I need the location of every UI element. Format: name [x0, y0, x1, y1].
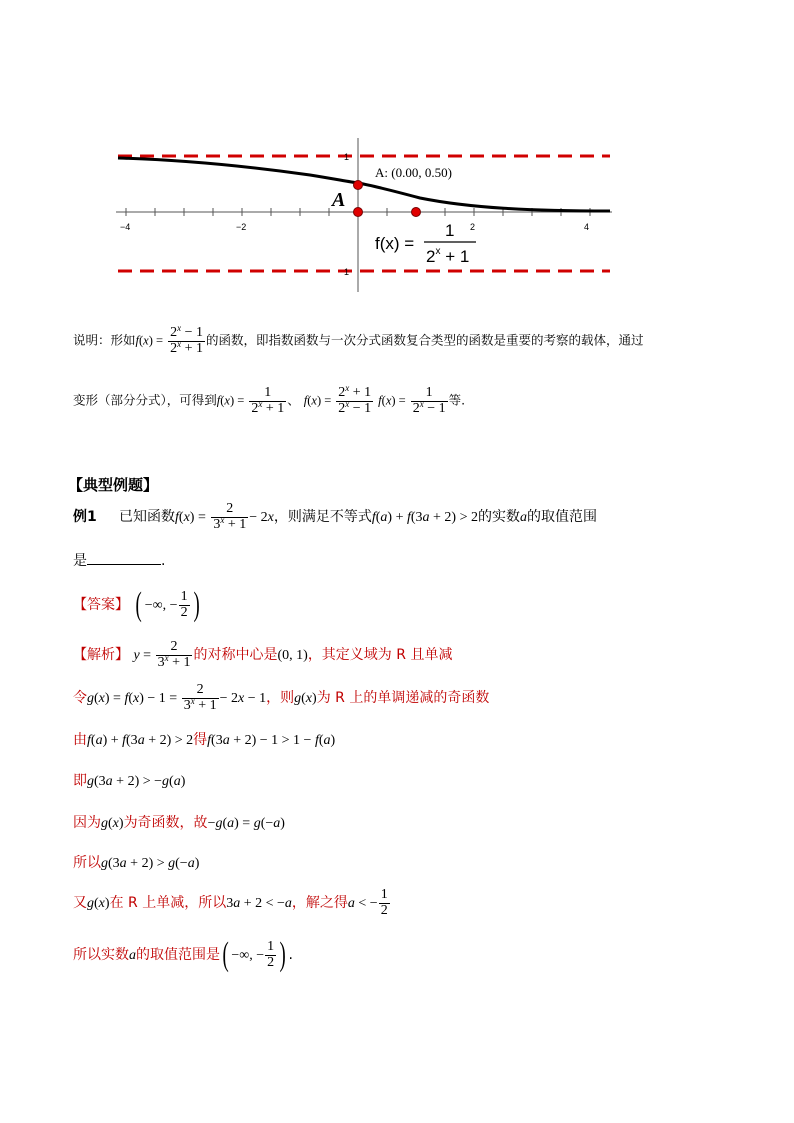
analysis-l8-mid: 的取值范围是 — [136, 947, 220, 963]
section-title: 【典型例题】 — [68, 476, 159, 494]
tick-label: 2 — [470, 222, 476, 232]
example-label: 例1 — [73, 509, 97, 526]
analysis-l2-text: ，则 — [266, 690, 295, 707]
analysis-l4-pre: 即 — [73, 773, 87, 789]
example-intro: 已知函数 — [119, 509, 176, 526]
analysis-frac-1: $\frac{2}{3^x + 1}$ — [157, 639, 191, 670]
note-end: 等. — [448, 392, 466, 408]
tick-label: −2 — [236, 222, 247, 232]
answer-blank[interactable] — [87, 550, 161, 565]
analysis-l8-end: . — [288, 947, 293, 963]
point-a[interactable] — [354, 181, 363, 190]
analysis-frac-3: $\frac{1}{2}$ — [380, 887, 388, 918]
analysis-line-5: 因为g(x)为奇函数，故−g(a) = g(−a) — [73, 815, 285, 831]
formula-lhs: f(x) = — [375, 234, 415, 253]
function-graph — [110, 130, 620, 300]
analysis-frac-4: $\frac{1}{2}$ — [267, 938, 275, 970]
analysis-l2-text2: 为 R 上的单调递减的奇函数 — [316, 690, 490, 707]
blank-end: . — [161, 553, 166, 569]
analysis-l2-pre: 令 — [73, 690, 87, 707]
analysis-line-4: 即g(3a + 2) > −g(a) — [73, 773, 186, 789]
example-line-2 — [73, 550, 165, 571]
analysis-l5-mid: 为奇函数，故 — [123, 815, 208, 831]
analysis-l8-pre: 所以实数 — [73, 947, 129, 963]
analysis-line-7: 又g(x)在 R 上单减，所以3a + 2 < −a，解之得a < − $\frac{1}{2}$ — [73, 887, 388, 918]
point-x[interactable] — [412, 208, 421, 217]
point-origin[interactable] — [354, 208, 363, 217]
analysis-line-6: 所以g(3a + 2) > g(−a) — [73, 855, 200, 871]
answer-frac: $\frac{1}{2}$ — [180, 588, 188, 620]
analysis-l6-pre: 所以 — [73, 855, 101, 871]
example-line2: 是 — [73, 553, 87, 569]
example-line-1: 例1 已知函数f(x) = $\frac{2}{3^x + 1}$ − 2x，则满足不等式f(a) + f(3a + 2) > 2的实数a的取值范围 — [73, 501, 597, 532]
example-frac: $\frac{2}{3^x + 1}$ — [213, 501, 247, 532]
analysis-line-8: 所以实数a的取值范围是( −∞, − $\frac{1}{2}$ ) . — [73, 936, 293, 973]
analysis-l3-pre: 由 — [73, 732, 87, 748]
point-a-coords: A: (0.00, 0.50) — [375, 165, 452, 180]
point-a-letter: A — [332, 189, 346, 211]
note-mid: 的函数，即指数函数与一次分式函数复合类型的函数是重要的考察的载体，通过 — [205, 332, 644, 348]
note-sep: 、 — [287, 392, 300, 408]
note-line-1: 说明：形如f(x) = $\frac{2^x - 1}{2^x + 1}$ 的函数，即指数函数与一次分式函数复合类型的函数是重要的考察的载体，通过 — [73, 323, 644, 356]
analysis-frac-2: $\frac{2}{3^x + 1}$ — [183, 682, 217, 713]
note-line2-prefix: 变形（部分分式），可得到 — [73, 392, 217, 408]
note-frac-1: $\frac{2^x - 1}{2^x + 1}$ — [170, 323, 203, 356]
analysis-l7-mid2: ，解之得 — [291, 895, 348, 912]
y-tick-top: 1 — [344, 152, 350, 162]
formula-num: 1 — [445, 221, 455, 240]
note-line-2: 变形（部分分式），可得到f(x) = $\frac{1}{2^x + 1}$ 、 f(x) = $\frac{2^x + 1}{2^x - 1}$ f(x) = $\frac{1}{2^x - 1}$ 等. — [73, 383, 466, 416]
analysis-line-3: 由f(a) + f(3a + 2) > 2得f(3a + 2) − 1 > 1 − f(a) — [73, 732, 336, 748]
analysis-l1-text: 的对称中心是 — [193, 647, 278, 664]
example-then: ，则满足不等式 — [273, 509, 372, 526]
note-frac-4: $\frac{1}{2^x - 1}$ — [412, 385, 446, 416]
analysis-l1-text2: ，其定义域为 R 且单减 — [307, 647, 453, 664]
note-prefix: 说明：形如 — [73, 332, 136, 348]
analysis-l5-pre: 因为 — [73, 815, 101, 831]
analysis-line-1: 【解析】 y = $\frac{2}{3^x + 1}$ 的对称中心是(0, 1)，其定义域为 R 且单减 — [73, 639, 453, 670]
formula-den: $2^x + 1$ — [426, 246, 470, 266]
analysis-l7-pre: 又 — [73, 895, 87, 912]
analysis-label: 【解析】 — [73, 647, 129, 664]
y-tick-bottom: 1 — [344, 267, 350, 277]
analysis-l3-mid: 得 — [193, 732, 208, 748]
function-curve — [118, 158, 610, 211]
tick-label: 4 — [584, 222, 590, 232]
analysis-line-2: 令g(x) = f(x) − 1 = $\frac{2}{3^x + 1}$ − 2x − 1，则g(x)为 R 上的单调递减的奇函数 — [73, 682, 490, 713]
answer-line: 【答案】 ( −∞, − $\frac{1}{2}$ ) — [73, 586, 200, 623]
note-frac-2: $\frac{1}{2^x + 1}$ — [251, 385, 285, 416]
note-frac-3: $\frac{2^x + 1}{2^x - 1}$ — [338, 383, 372, 416]
example-tail2: 的取值范围 — [526, 509, 597, 526]
tick-label: −4 — [120, 222, 131, 232]
analysis-l7-mid: 在 R 上单减，所以 — [109, 895, 227, 912]
example-tail: 的实数 — [477, 509, 520, 526]
answer-label: 【答案】 — [73, 597, 129, 613]
